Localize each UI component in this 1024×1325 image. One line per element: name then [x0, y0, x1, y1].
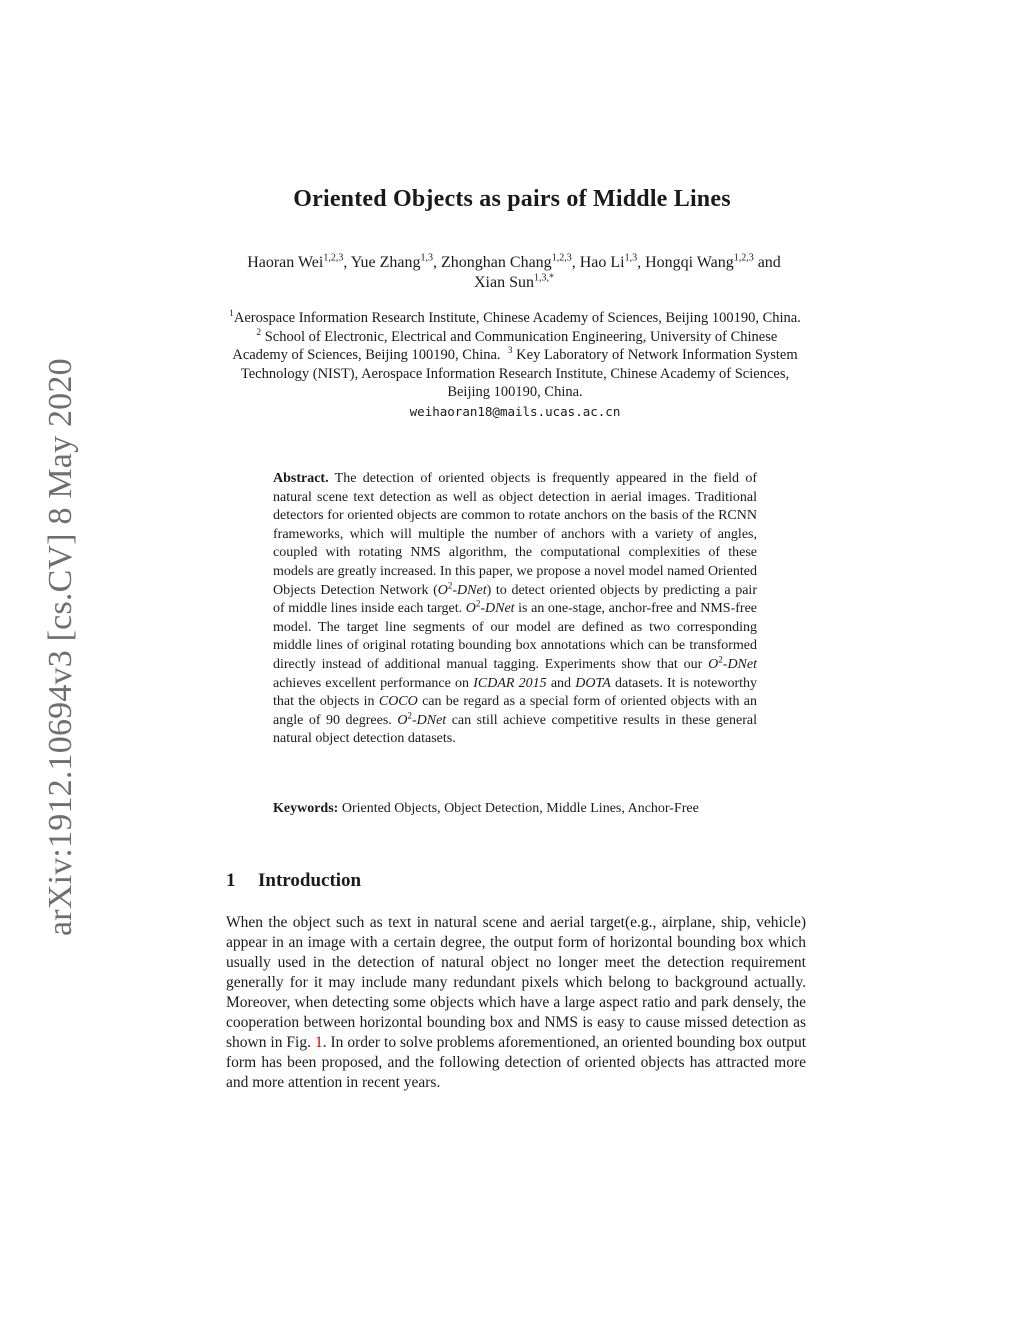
- abstract-text: achieves excellent performance on: [273, 675, 470, 691]
- abstract-text: is an one-stage, anchor-free and NMS-free model. The target line segments of our model are defined as two corresponding middle lines of original rotating bounding box annotations which can be transformed directly instead of additional manual tagging. Experiments show that our: [273, 601, 758, 672]
- model-name-sup: 2: [447, 579, 453, 590]
- author-name: Yue Zhang: [350, 254, 421, 271]
- abstract-text: The detection of oriented objects is frequently appeared in the field of natural scene text detection as well as object detection in aerial images. Traditional detectors for oriented objects are common to rotate anchors on the basis of the RCNN frameworks, which will multiple the number of anchors with a variety of angles, coupled with rotating NMS algorithm, the computational complexities of these models are greatly increased. In this paper, we propose a novel model named Oriented Objects Detection Network (: [273, 471, 757, 598]
- author-affiliation-mark: 1,3,*: [534, 272, 554, 284]
- model-name-sup: 2: [407, 710, 412, 721]
- model-name-suffix: -DNet: [411, 712, 447, 728]
- author-affiliation-mark: 1,3: [624, 252, 638, 264]
- author-affiliation-mark: 1,3: [420, 252, 434, 264]
- model-name-suffix: -DNet: [480, 601, 515, 617]
- affiliation-text: Key Laboratory of Network Information System Technology (NIST), Aerospace Information Research Institute, Chinese Academy of Sciences, Beijing 100190, China.: [240, 347, 798, 400]
- author-name: Hongqi Wang: [645, 254, 734, 271]
- intro-text: When the object such as text in natural scene and aerial target(e.g., airplane, ship, vehicle) appear in an image with a certain degree, the output form of horizontal bounding box which usually used in the detection of natural object no longer meet the detection requirement generally for it may include many redundant pixels which belong to background actually. Moreover, when detecting some objects which have a large aspect ratio and park densely, the cooperation between horizontal bounding box and NMS is easy to cause missed detection as shown in Fig.: [226, 914, 806, 1051]
- affiliation-number: 1: [229, 309, 234, 320]
- intro-text: . In order to solve problems aforementioned, an oriented bounding box output form has been proposed, and the following detection of oriented objects has attracted more and more attention in recent years.: [226, 1034, 807, 1091]
- author-list: Haoran Wei$^{1,2,3}$, Yue Zhang$^{1,3}$, Zhonghan Chang$^{1,2,3}$, Hao Li$^{1,3}$, Hongqi Wang$^{1,2,3}$ and Xian Sun$^{1,3,*}$: [247, 252, 781, 291]
- section-number: 1: [226, 870, 236, 891]
- model-name-sup: 2: [718, 654, 723, 665]
- author-affiliation-mark: 1,2,3: [733, 252, 754, 264]
- model-name-o: O: [437, 582, 448, 598]
- model-name-o: O: [397, 712, 408, 728]
- abstract-text: can still achieve competitive results in these general natural object detection datasets.: [273, 712, 758, 747]
- author-name: Zhonghan Chang: [441, 254, 552, 271]
- author-name: Hao Li: [579, 254, 625, 271]
- paper-title: Oriented Objects as pairs of Middle Lines: [293, 186, 731, 212]
- figure-reference-link[interactable]: 1: [314, 1034, 323, 1051]
- introduction-paragraph: [226, 913, 806, 1093]
- contact-email[interactable]: weihaoran18@mails.ucas.ac.cn: [409, 403, 621, 419]
- model-name-suffix: -DNet: [452, 582, 487, 598]
- dataset-name: ICDAR 2015: [473, 675, 547, 691]
- keywords: [273, 800, 757, 819]
- arxiv-identifier: arXiv:1912.10694v3 [cs.CV] 8 May 2020: [42, 358, 79, 936]
- affiliation-block: [224, 309, 806, 421]
- author-affiliation-mark: 1,2,3: [551, 252, 572, 264]
- keywords-text: Oriented Objects, Object Detection, Middle Lines, Anchor-Free: [341, 801, 699, 816]
- model-name-sup: 2: [475, 598, 481, 609]
- abstract-text: can be regard as a special form of oriented objects with an angle of 90 degrees.: [273, 694, 758, 728]
- abstract-text: ) to detect oriented objects by predicting a pair of middle lines inside each target.: [273, 582, 757, 617]
- abstract-text: datasets. It is noteworthy that the objects in: [273, 675, 758, 710]
- dataset-name: DOTA: [575, 675, 611, 691]
- model-name-o: O: [708, 656, 719, 672]
- author-name: Xian Sun: [474, 274, 534, 291]
- affiliation-number: 2: [256, 327, 262, 338]
- model-name-o: O: [465, 601, 476, 617]
- section-title: Introduction: [258, 870, 362, 891]
- affiliation-number: 3: [507, 346, 513, 357]
- abstract: [273, 470, 757, 749]
- abstract-label: Abstract.: [273, 471, 329, 486]
- dataset-name: COCO: [378, 694, 418, 710]
- model-name-suffix: -DNet: [722, 656, 757, 672]
- author-affiliation-mark: 1,2,3: [323, 252, 344, 264]
- affiliation-text: Aerospace Information Research Institute, Chinese Academy of Sciences, Beijing 100190, China.: [233, 310, 801, 326]
- author-name: Haoran Wei: [247, 254, 324, 271]
- affiliation-text: School of Electronic, Electrical and Communication Engineering, University of Chinese Academy of Sciences, Beijing 100190, China.: [232, 328, 778, 363]
- keywords-label: Keywords:: [273, 801, 339, 816]
- abstract-text: and: [550, 675, 572, 691]
- section-heading: [226, 870, 786, 892]
